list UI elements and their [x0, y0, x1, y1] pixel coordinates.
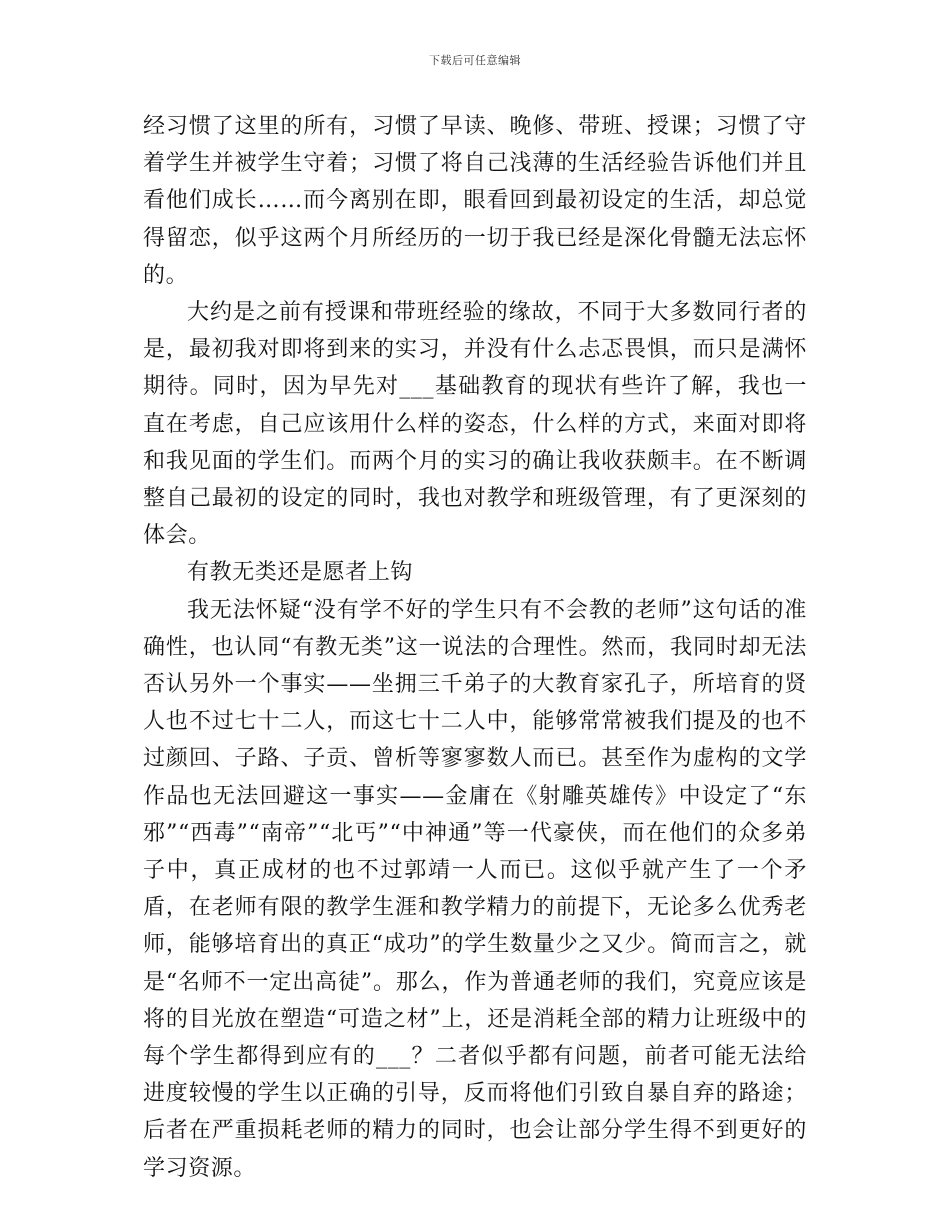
page-header: 下载后可任意编辑 — [429, 54, 521, 67]
body-paragraph: 经习惯了这里的所有，习惯了早读、晚修、带班、授课；习惯了守着学生并被学生守着；习惯了将自己浅薄的生活经验告诉他们并且看他们成长……而今离别在即，眼看回到最初设定的生活，却总觉得留恋，似乎这两个月所经历的一切于我已经是深化骨髓无法忘怀的。 — [143, 114, 807, 288]
section-heading: 有教无类还是愿者上钩 — [187, 560, 414, 586]
body-paragraph: 大约是之前有授课和带班经验的缘故，不同于大多数同行者的是，最初我对即将到来的实习，并没有什么忐忑畏惧，而只是满怀期待。同时，因为早先对___基础教育的现状有些许了解，我也一直在考虑，自己应该用什么样的姿态，什么样的方式，来面对即将和我见面的学生们。而两个月的实习的确让我收获颇丰。在不断调整自己最初的设定的同时，我也对教学和班级管理，有了更深刻的体会。 — [143, 300, 807, 549]
document-body — [143, 108, 807, 1187]
body-paragraph: 我无法怀疑“没有学不好的学生只有不会教的老师”这句话的准确性，也认同“有教无类”这一说法的合理性。然而，我同时却无法否认另外一个事实——坐拥三千弟子的大教育家孔子，所培育的贤人也不过七十二人，而这七十二人中，能够常常被我们提及的也不过颜回、子路、子贡、曾析等寥寥数人而已。甚至作为虚构的文学作品也无法回避这一事实——金庸在《射雕英雄传》中设定了“东邪”“西毒”“南帝”“北丐”“中神通”等一代豪侠，而在他们的众多弟子中，真正成材的也不过郭靖一人而已。这似乎就产生了一个矛盾，在老师有限的教学生涯和教学精力的前提下，无论多么优秀老师，能够培育出的真正“成功”的学生数量少之又少。简而言之，就是“名师不一定出高徒”。那么，作为普通老师的我们，究竟应该是将的目光放在塑造“可造之材”上，还是消耗全部的精力让班级中的每个学生都得到应有的___？二者似乎都有问题，前者可能无法给进度较慢的学生以正确的引导，反而将他们引致自暴自弃的路途；后者在严重损耗老师的精力的同时，也会让部分学生得不到更好的学习资源。 — [143, 597, 807, 1181]
